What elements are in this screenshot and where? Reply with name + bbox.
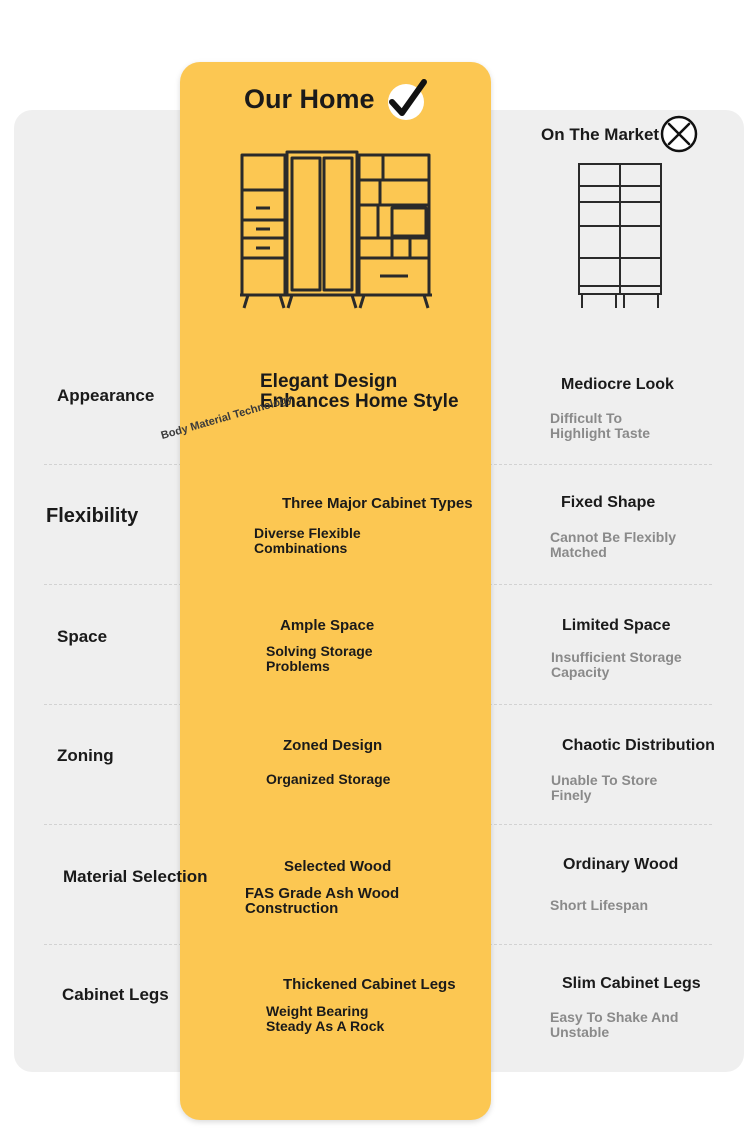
market-head-appearance: Mediocre Look: [561, 376, 674, 393]
market-sub-flexibility: Cannot Be Flexibly Matched: [550, 529, 677, 560]
market-head-material: Ordinary Wood: [563, 856, 679, 873]
ours-head-space: Ample Space: [280, 617, 375, 634]
category-appearance: Appearance: [57, 386, 155, 405]
ours-sub-zoning: Organized Storage: [266, 771, 391, 787]
category-space: Space: [57, 627, 108, 646]
market-sub-space: Insufficient Storage Capacity: [551, 649, 682, 680]
market-head-legs: Slim Cabinet Legs: [562, 975, 701, 992]
market-head-flexibility: Fixed Shape: [561, 494, 656, 511]
ours-head-legs: Thickened Cabinet Legs: [283, 976, 456, 993]
ours-sub-space: Solving Storage Problems: [266, 643, 373, 674]
market-sub-legs: Easy To Shake And Unstable: [550, 1009, 679, 1040]
ours-head-appearance: Elegant Design Enhances Home Style: [260, 371, 459, 412]
watermark-text: Body Material Technology: [159, 392, 294, 442]
category-zoning: Zoning: [57, 746, 114, 765]
ours-head-material: Selected Wood: [284, 858, 392, 875]
x-circle-icon: [659, 115, 699, 155]
our-wardrobe-illustration: [240, 150, 435, 312]
category-flexibility: Flexibility: [46, 505, 139, 527]
market-sub-zoning: Unable To Store Finely: [551, 772, 658, 803]
check-icon: [386, 80, 428, 122]
category-material-selection: Material Selection: [63, 867, 208, 886]
ours-head-flexibility: Three Major Cabinet Types: [282, 495, 473, 512]
market-head-zoning: Chaotic Distribution: [562, 737, 715, 754]
ours-sub-legs: Weight Bearing Steady As A Rock: [266, 1003, 385, 1034]
ours-sub-material: FAS Grade Ash Wood Construction: [245, 885, 400, 917]
our-home-title: Our Home: [244, 84, 375, 114]
market-wardrobe-illustration: [576, 162, 666, 312]
category-cabinet-legs: Cabinet Legs: [62, 985, 169, 1004]
market-sub-appearance: Difficult To Highlight Taste: [550, 410, 651, 441]
market-head-space: Limited Space: [562, 617, 671, 634]
ours-sub-flexibility: Diverse Flexible Combinations: [254, 525, 361, 556]
market-title: On The Market: [541, 125, 660, 144]
market-sub-material: Short Lifespan: [550, 897, 649, 913]
ours-head-zoning: Zoned Design: [283, 737, 383, 754]
